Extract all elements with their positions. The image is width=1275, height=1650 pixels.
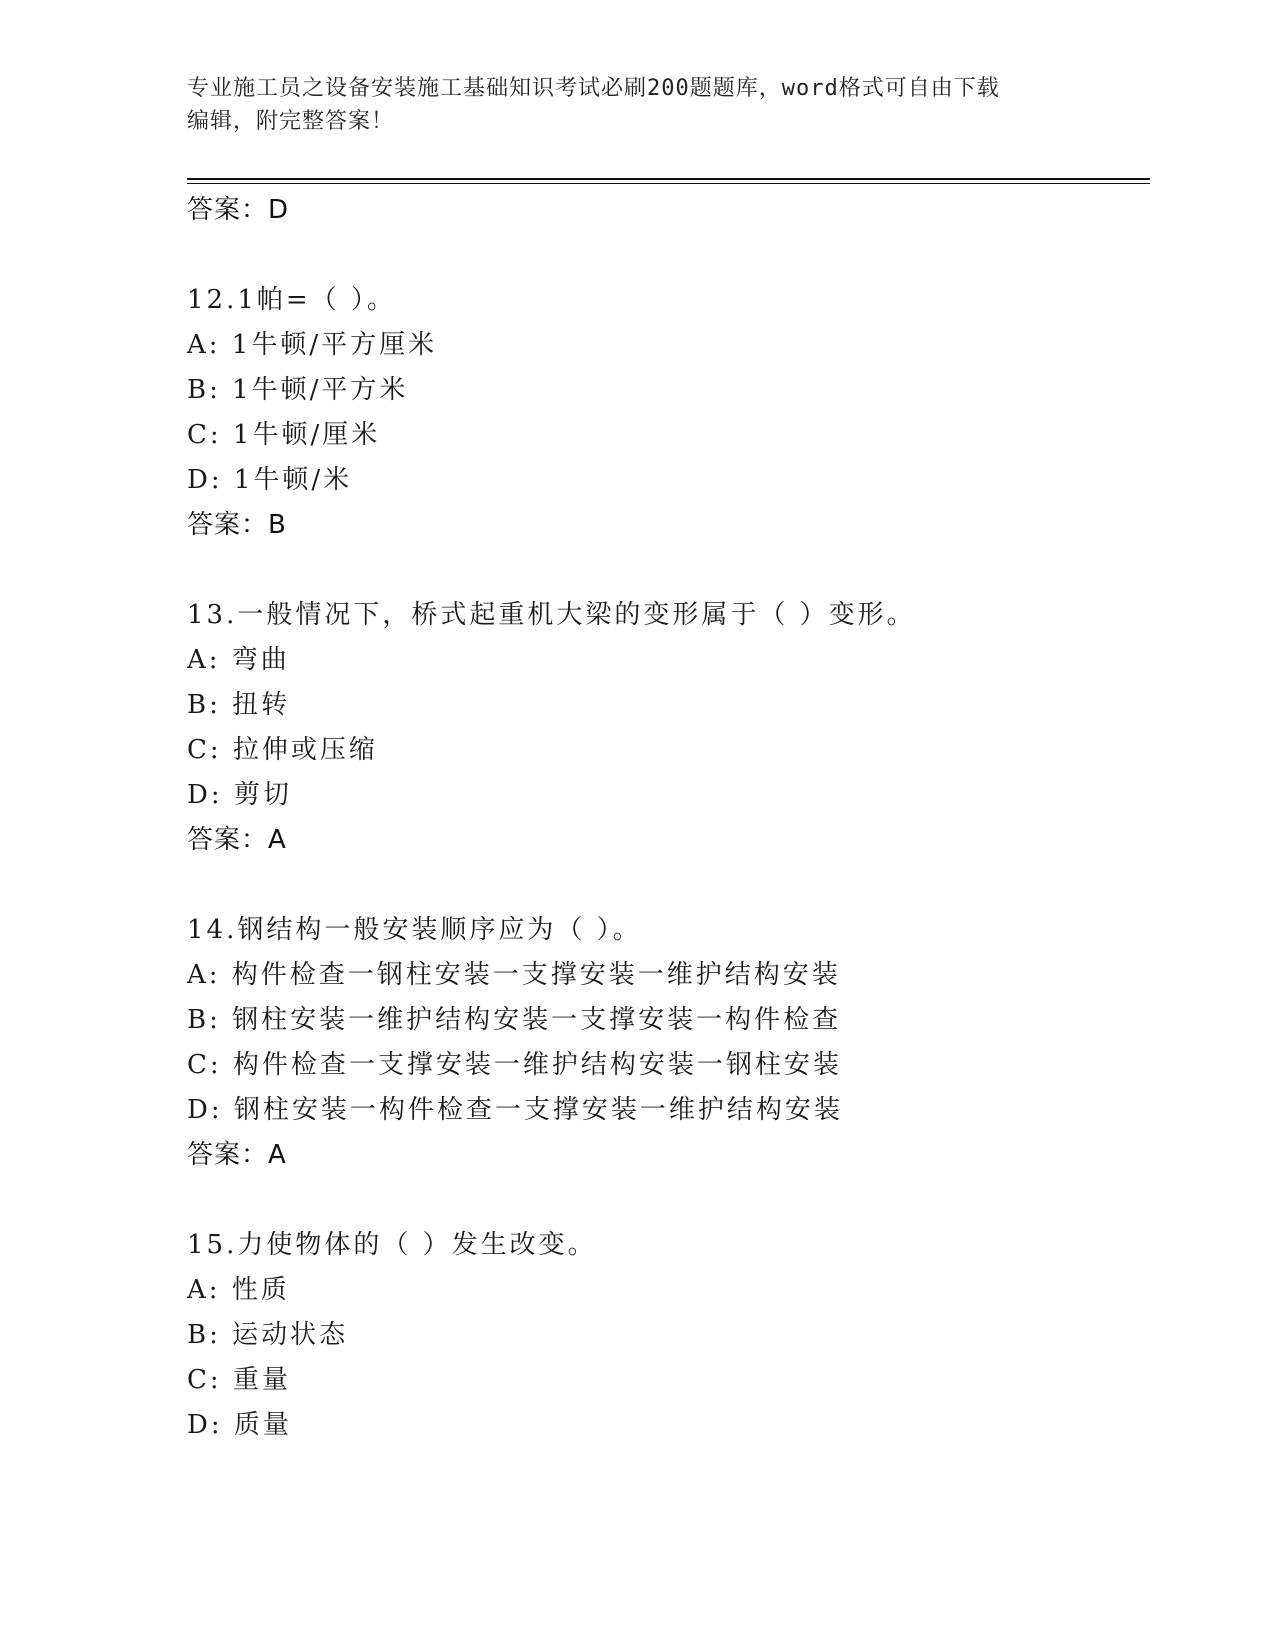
answer-text: 答案：B: [187, 510, 287, 540]
option-b: B: 1牛顿/平方米: [187, 375, 409, 405]
option-b: B: 钢柱安装一维护结构安装一支撑安装一构件检查: [187, 1005, 842, 1035]
option-d: D: 钢柱安装一构件检查一支撑安装一维护结构安装: [187, 1095, 843, 1125]
question-text: 12.1帕=（ ）。: [187, 285, 396, 315]
spacer: [187, 863, 1150, 908]
option-a: A: 构件检查一钢柱安装一支撑安装一维护结构安装: [187, 960, 841, 990]
header-line-1: 专业施工员之设备安装施工基础知识考试必刷200题题库，word格式可自由下载: [187, 76, 1000, 101]
header-line-2: 编辑，附完整答案！: [187, 109, 395, 134]
option-d: D: 1牛顿/米: [187, 465, 353, 495]
question-text: 14.钢结构一般安装顺序应为（ ）。: [187, 915, 642, 945]
option-b: B: 扭转: [187, 690, 291, 720]
option-a: A: 1牛顿/平方厘米: [187, 330, 438, 360]
option-c: C: 拉伸或压缩: [187, 735, 378, 765]
question-text: 15.力使物体的（ ）发生改变。: [187, 1230, 597, 1260]
spacer: [187, 233, 1150, 278]
question-block: [187, 908, 1150, 1178]
question-list: [187, 188, 1150, 1448]
question-text: 13.一般情况下，桥式起重机大梁的变形属于（ ）变形。: [187, 600, 916, 630]
option-a: A: 性质: [187, 1275, 290, 1305]
option-c: C: 构件检查一支撑安装一维护结构安装一钢柱安装: [187, 1050, 842, 1080]
option-a: A: 弯曲: [187, 645, 290, 675]
header-divider-thin: [187, 183, 1150, 184]
spacer: [187, 1178, 1150, 1223]
option-d: D: 剪切: [187, 780, 292, 810]
option-c: C: 重量: [187, 1365, 291, 1395]
option-b: B: 运动状态: [187, 1320, 349, 1350]
option-c: C: 1牛顿/厘米: [187, 420, 381, 450]
question-block: [187, 593, 1150, 863]
answer-text: 答案：A: [187, 1140, 287, 1170]
question-block: [187, 1223, 1150, 1448]
previous-answer: 答案：D: [187, 195, 290, 225]
header-divider-thick: [187, 178, 1150, 180]
answer-text: 答案：A: [187, 825, 287, 855]
option-d: D: 质量: [187, 1410, 292, 1440]
question-block: [187, 278, 1150, 548]
spacer: [187, 548, 1150, 593]
document-header: [187, 72, 1087, 138]
